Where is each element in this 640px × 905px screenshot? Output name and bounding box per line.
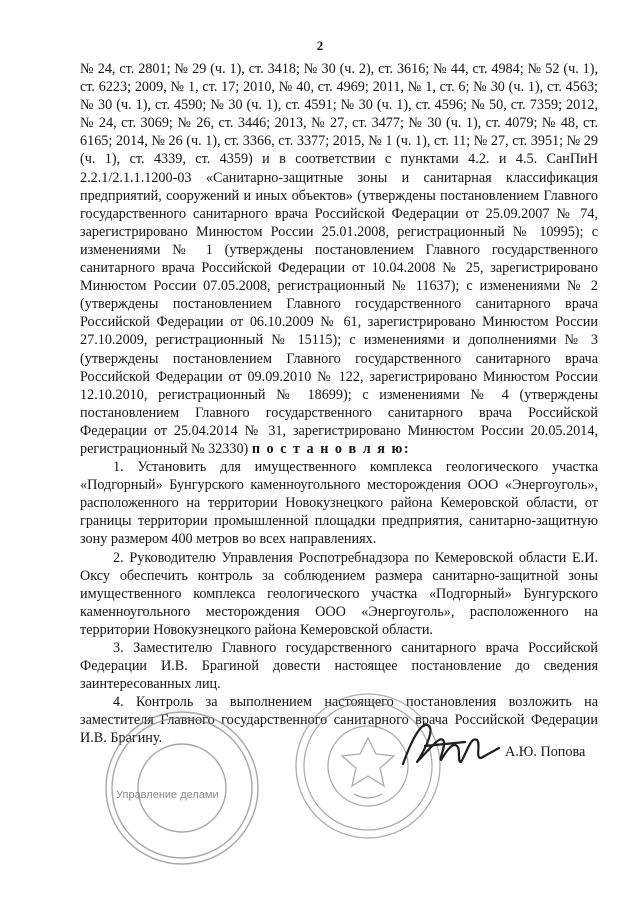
item-3: 3. Заместителю Главного государственного санитарного врача Российской Федерации И.В. Брагиной довести настоящее постановление до сведения заинтересованных лиц. (80, 640, 598, 693)
lead-paragraph-text: № 24, ст. 2801; № 29 (ч. 1), ст. 3418; № 30 (ч. 2), ст. 3616; № 44, ст. 4984; № 52 (ч. 1), ст. 6223; 2009, № 1, ст. 17; 2010, № 40, ст. 4969; 2011, № 1, ст. 6; № 30 (ч. 1), ст. 4563; № 30 (ч. 1), ст. 4590; № 30 (ч. 1), ст. 4591; № 30 (ч. 1), ст. 4596; № 50, ст. 7359; 2012, № 24, ст. 3069; № 26, ст. 3446; 2013, № 27, ст. 3477; № 30 (ч. 1), ст. 4079; № 48, ст. 6165; 2014, № 26 (ч. 1), ст. 3366, ст. 3377; 2015, № 1 (ч. 1), ст. 11; № 27, ст. 3951; № 29 (ч. 1), ст. 4339, ст. 4359) и в соответствии с пунктами 4.2. и 4.5. СанПиН 2.2.1/2.1.1.1200-03 «Санитарно-защитные зоны и санитарная классификация предприятий, сооружений и иных объектов» (утверждены постановлением Главного государственного санитарного врача Российской Федерации от 25.09.2007 № 74, зарегистрировано Минюстом России 25.01.2008, регистрационный № 10995); с изменениями № 1 (утверждены постановлением Главного государственного санитарного врача Российской Федерации от 10.04.2008 № 25, зарегистрировано Минюстом России 07.05.2008, регистрационный № 11637); с изменениями № 2 (утверждены постановлением Главного государственного санитарного врача Российской Федерации от 06.10.2009 № 61, зарегистрировано Минюстом России 27.10.2009, регистрационный № 15115); с изменениями и дополнениями № 3 (утверждены постановлением Главного государственного санитарного врача Российской Федерации от 09.09.2010 № 122, зарегистрировано Минюстом России 12.10.2010, регистрационный № 18699); с изменениями № 4 (утверждены постановлением Главного государственного санитарного врача Российской Федерации от 25.04.2014 № 31, зарегистрировано Минюстом России 20.05.2014, регистрационный № 32330) (80, 61, 598, 457)
stamp-left-text: Управление делами (116, 789, 219, 801)
page-number: 2 (316, 38, 324, 53)
item-1: 1. Установить для имущественного комплекса геологического участка «Подгорный» Бунгурского каменноугольного месторождения ООО «Энергоуголь», расположенного на территории Новокузнецкого района Кемеровской области, от границы территории промышленной площадки предприятия, санитарно-защитную зону размером 400 метров во всех направлениях. (80, 459, 598, 548)
decree-word: п о с т а н о в л я ю: (251, 440, 411, 457)
administration-stamp (102, 708, 262, 868)
signer-name: А.Ю. Попова (505, 744, 586, 760)
signature-mark (395, 706, 505, 776)
item-2: 2. Руководителю Управления Роспотребнадзора по Кемеровской области Е.И. Оксу обеспечить контроль за соблюдением размера санитарно-защитной зоны имущественного комплекса геологического участка «Подгорный» Бунгурского каменноугольного месторождения ООО «Энергоуголь», расположенного на территории Новокузнецкого района Кемеровской области. (80, 549, 598, 638)
document-body (80, 60, 598, 748)
lead-paragraph (80, 60, 598, 458)
item-4: 4. Контроль за выполнением настоящего постановления возложить на заместителя Главного государственного санитарного врача Российской Федерации И.В. Брагину. (80, 694, 598, 747)
